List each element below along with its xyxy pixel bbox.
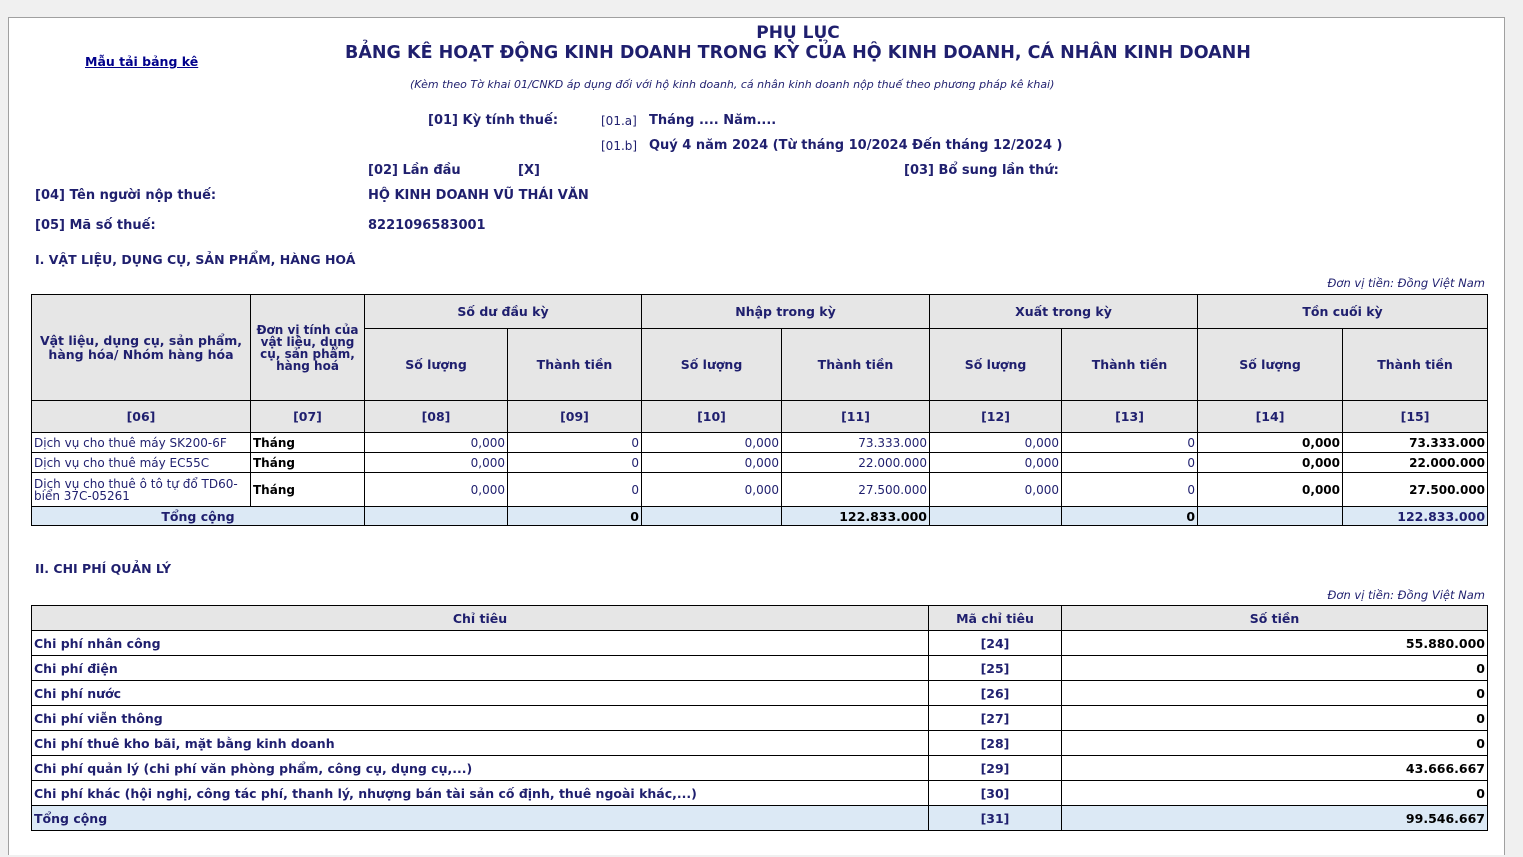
- expense-code: [26]: [929, 681, 1062, 706]
- total-cell-09: 0: [508, 507, 642, 526]
- cell-09: 0: [508, 453, 642, 473]
- right-panel-edge: [1505, 17, 1523, 855]
- cell-14: 0,000: [1198, 473, 1343, 507]
- code-cell: [13]: [1062, 401, 1198, 433]
- cell-11: 22.000.000: [782, 453, 930, 473]
- table-row: [32, 781, 1488, 806]
- cell-12: 0,000: [930, 473, 1062, 507]
- sub-amount-header: Thành tiền: [782, 329, 930, 401]
- sub-amount-header: Thành tiền: [1343, 329, 1488, 401]
- group-closing-header: Tồn cuối kỳ: [1198, 295, 1488, 329]
- item-unit: Tháng: [251, 473, 365, 507]
- cell-11: 27.500.000: [782, 473, 930, 507]
- cell-13: 0: [1062, 433, 1198, 453]
- expense-name: Chi phí nước: [32, 681, 929, 706]
- total-cell-10: [642, 507, 782, 526]
- expense-code: [29]: [929, 756, 1062, 781]
- cell-14: 0,000: [1198, 453, 1343, 473]
- item-unit: Tháng: [251, 453, 365, 473]
- table-row: [32, 756, 1488, 781]
- total-row: [32, 507, 1488, 526]
- code-cell: [09]: [508, 401, 642, 433]
- table-row: [32, 473, 1488, 507]
- taxcode-value: 8221096583001: [368, 218, 486, 233]
- expense-amount: 55.880.000: [1062, 631, 1488, 656]
- sub-amount-header: Thành tiền: [1062, 329, 1198, 401]
- expense-amount: 43.666.667: [1062, 756, 1488, 781]
- table-row: [32, 706, 1488, 731]
- total-cell-15: 122.833.000: [1343, 507, 1488, 526]
- item-name: Dịch vụ cho thuê máy SK200-6F: [32, 433, 251, 453]
- code-cell: [14]: [1198, 401, 1343, 433]
- total-label: Tổng cộng: [32, 806, 929, 831]
- total-code: [31]: [929, 806, 1062, 831]
- total-row: [32, 806, 1488, 831]
- table-row: [32, 453, 1488, 473]
- cell-11: 73.333.000: [782, 433, 930, 453]
- table-row: [32, 656, 1488, 681]
- expense-amount: 0: [1062, 706, 1488, 731]
- total-cell-12: [930, 507, 1062, 526]
- expense-code: [28]: [929, 731, 1062, 756]
- report-title: BẢNG KÊ HOẠT ĐỘNG KINH DOANH TRONG KỲ CỦA HỘ KINH DOANH, CÁ NHÂN KINH DOANH: [345, 43, 1251, 63]
- cell-08: 0,000: [365, 433, 508, 453]
- code-cell: [10]: [642, 401, 782, 433]
- first-time-checkbox[interactable]: [X]: [518, 163, 540, 178]
- section1-currency-note: Đơn vị tiền: Đồng Việt Nam: [1327, 276, 1485, 290]
- total-cell-14: [1198, 507, 1343, 526]
- cell-10: 0,000: [642, 473, 782, 507]
- sub-qty-header: Số lượng: [642, 329, 782, 401]
- period-a-value: Tháng .... Năm....: [649, 113, 777, 128]
- cell-13: 0: [1062, 473, 1198, 507]
- expense-amount: 0: [1062, 656, 1488, 681]
- inventory-table: [31, 294, 1488, 526]
- item-unit: Tháng: [251, 433, 365, 453]
- cell-10: 0,000: [642, 433, 782, 453]
- group-opening-header: Số dư đầu kỳ: [365, 295, 642, 329]
- taxpayer-name: HỘ KINH DOANH VŨ THÁI VĂN: [368, 188, 589, 203]
- sub-qty-header: Số lượng: [1198, 329, 1343, 401]
- table-row: [32, 731, 1488, 756]
- item-name: Dịch vụ cho thuê ô tô tự đổ TD60-biển 37C-05261: [32, 473, 251, 507]
- table-row: [32, 631, 1488, 656]
- expense-code: [30]: [929, 781, 1062, 806]
- group-export-header: Xuất trong kỳ: [930, 295, 1198, 329]
- expense-code: [25]: [929, 656, 1062, 681]
- taxcode-label: [05] Mã số thuế:: [35, 218, 156, 233]
- total-cell-08: [365, 507, 508, 526]
- cell-14: 0,000: [1198, 433, 1343, 453]
- sub-qty-header: Số lượng: [365, 329, 508, 401]
- taxpayer-label: [04] Tên người nộp thuế:: [35, 188, 217, 203]
- cell-08: 0,000: [365, 453, 508, 473]
- cell-12: 0,000: [930, 453, 1062, 473]
- expense-name: Chi phí viễn thông: [32, 706, 929, 731]
- total-amount: 99.546.667: [1062, 806, 1488, 831]
- group-import-header: Nhập trong kỳ: [642, 295, 930, 329]
- table-row: [32, 681, 1488, 706]
- cell-12: 0,000: [930, 433, 1062, 453]
- expense-name: Chi phí khác (hội nghị, công tác phí, thanh lý, nhượng bán tài sản cố định, thuê ngoài khác,...): [32, 781, 929, 806]
- report-subtitle: (Kèm theo Tờ khai 01/CNKD áp dụng đối với hộ kinh doanh, cá nhân kinh doanh nộp thuế theo phương pháp kê khai): [410, 78, 1055, 91]
- expense-name: Chi phí nhân công: [32, 631, 929, 656]
- section2-title: II. CHI PHÍ QUẢN LÝ: [35, 561, 171, 576]
- code-cell: [08]: [365, 401, 508, 433]
- expense-amount: 0: [1062, 681, 1488, 706]
- table-row: [32, 433, 1488, 453]
- expense-amount: 0: [1062, 731, 1488, 756]
- total-label: Tổng cộng: [32, 507, 365, 526]
- col-amount-header: Số tiền: [1062, 606, 1488, 631]
- expense-name: Chi phí thuê kho bãi, mặt bằng kinh doanh: [32, 731, 929, 756]
- template-download-link[interactable]: Mẫu tải bảng kê: [85, 54, 199, 69]
- period-a-code: [01.a]: [601, 114, 637, 128]
- cell-08: 0,000: [365, 473, 508, 507]
- appendix-title: PHỤ LỤC: [756, 23, 840, 43]
- code-cell: [11]: [782, 401, 930, 433]
- section1-title: I. VẬT LIỆU, DỤNG CỤ, SẢN PHẨM, HÀNG HOÁ: [35, 252, 356, 267]
- period-b-value: Quý 4 năm 2024 (Từ tháng 10/2024 Đến tháng 12/2024 ): [649, 138, 1063, 153]
- cell-13: 0: [1062, 453, 1198, 473]
- item-name: Dịch vụ cho thuê máy EC55C: [32, 453, 251, 473]
- first-time-label: [02] Lần đầu: [368, 163, 461, 178]
- cell-15: 73.333.000: [1343, 433, 1488, 453]
- code-cell: [06]: [32, 401, 251, 433]
- cell-09: 0: [508, 433, 642, 453]
- col-item-header: Chỉ tiêu: [32, 606, 929, 631]
- code-cell: [15]: [1343, 401, 1488, 433]
- col-unit-header: Đơn vị tính của vật liệu, dụng cụ, sản phẩm, hàng hoá: [251, 295, 365, 401]
- code-cell: [07]: [251, 401, 365, 433]
- code-cell: [12]: [930, 401, 1062, 433]
- period-label: [01] Kỳ tính thuế:: [428, 113, 559, 128]
- total-cell-11: 122.833.000: [782, 507, 930, 526]
- cell-10: 0,000: [642, 453, 782, 473]
- cell-15: 27.500.000: [1343, 473, 1488, 507]
- expense-name: Chi phí điện: [32, 656, 929, 681]
- cell-09: 0: [508, 473, 642, 507]
- total-cell-13: 0: [1062, 507, 1198, 526]
- expense-name: Chi phí quản lý (chi phí văn phòng phẩm, công cụ, dụng cụ,...): [32, 756, 929, 781]
- col-code-header: Mã chỉ tiêu: [929, 606, 1062, 631]
- expense-code: [27]: [929, 706, 1062, 731]
- expense-code: [24]: [929, 631, 1062, 656]
- expense-amount: 0: [1062, 781, 1488, 806]
- period-b-code: [01.b]: [601, 139, 638, 153]
- expense-table: [31, 605, 1488, 831]
- section2-currency-note: Đơn vị tiền: Đồng Việt Nam: [1327, 588, 1485, 602]
- sub-amount-header: Thành tiền: [508, 329, 642, 401]
- sub-qty-header: Số lượng: [930, 329, 1062, 401]
- cell-15: 22.000.000: [1343, 453, 1488, 473]
- col-item-header: Vật liệu, dụng cụ, sản phẩm, hàng hóa/ Nhóm hàng hóa: [32, 295, 251, 401]
- supplement-label: [03] Bổ sung lần thứ:: [904, 163, 1059, 178]
